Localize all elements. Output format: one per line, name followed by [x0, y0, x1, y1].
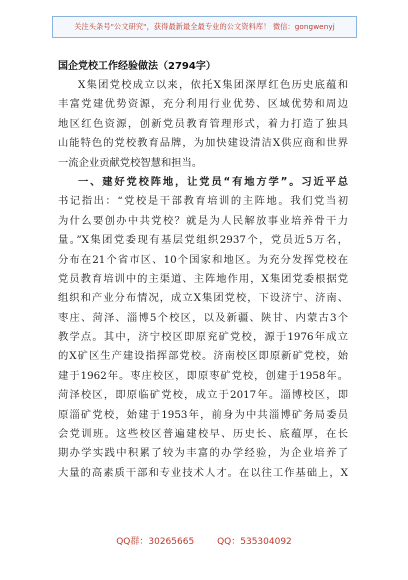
body-line: 原淄矿党校，始建于1953年，前身为中共淄博矿务局委员 [58, 408, 348, 421]
body-line: 量。”X集团党委现有基层党组织2937个，党员近5万名， [58, 234, 348, 247]
body-line: 组织和产业分布情况，成立X集团党校，下设济宁、济南、 [58, 292, 348, 305]
header-banner [52, 16, 357, 38]
section-heading-line [58, 173, 348, 192]
header-banner-text: 关注头条号"公文研究"，获得最新最全最专业的公文资料库！ 微信：gongwenyj [74, 22, 335, 31]
body-line: 教学点。其中，济宁校区即原兖矿党校，源于1976年成立 [58, 331, 348, 344]
body-line: 分布在21个省市区、10个国家和地区。为充分发挥党校在 [58, 253, 348, 266]
footer-qq: QQ：535304092 [217, 537, 292, 547]
body-line: 丰富党建优势资源，充分利用行业优势、区域优势和周边 [58, 98, 348, 111]
body-line: 会党训班。这些校区普遍建校早、历史长、底蕴厚，在长 [58, 428, 348, 441]
footer-separator [194, 537, 217, 547]
footer-contact [0, 534, 408, 547]
body-line: 大量的高素质干部和专业技术人才。在以往工作基础上，X [58, 466, 348, 479]
body-line: 地区红色资源，创新党员教育管理形式，着力打造了独具 [58, 117, 348, 130]
document-body [58, 76, 348, 483]
body-line: 期办学实践中积累了较为丰富的办学经验，为企业培养了 [58, 447, 348, 460]
body-line: 的X矿区生产建设指挥部党校。济南校区即原新矿党校，始 [58, 350, 348, 363]
section-heading: 一、建好党校阵地，让党员“有地方学”。习近平总 [78, 175, 348, 188]
body-line: X集团党校成立以来，依托X集团深厚红色历史底蕴和 [78, 79, 348, 91]
body-line: 枣庄、菏泽、淄博5个校区，以及新疆、陕甘、内蒙古3个 [58, 311, 348, 324]
document-title: 国企党校工作经验做法（2794字） [58, 61, 216, 72]
body-line: 菏泽校区，即原临矿党校，成立于2017年。淄博校区，即 [58, 389, 348, 402]
body-line: 建于1962年。枣庄校区，即原枣矿党校，创建于1958年。 [58, 369, 348, 382]
body-line: 书记指出：“党校是干部教育培训的主阵地。我们党当初 [58, 195, 348, 208]
footer-qq-group: QQ群：30265665 [116, 537, 195, 547]
body-line: 一流企业贡献党校智慧和担当。 [58, 156, 203, 169]
body-line: 为什么要创办中共党校？就是为人民解放事业培养骨干力 [58, 214, 348, 227]
body-line: 党员教育培训中的主渠道、主阵地作用，X集团党委根据党 [58, 272, 348, 285]
body-line: 山能特色的党校教育品牌，为加快建设清洁X供应商和世界 [58, 137, 348, 150]
